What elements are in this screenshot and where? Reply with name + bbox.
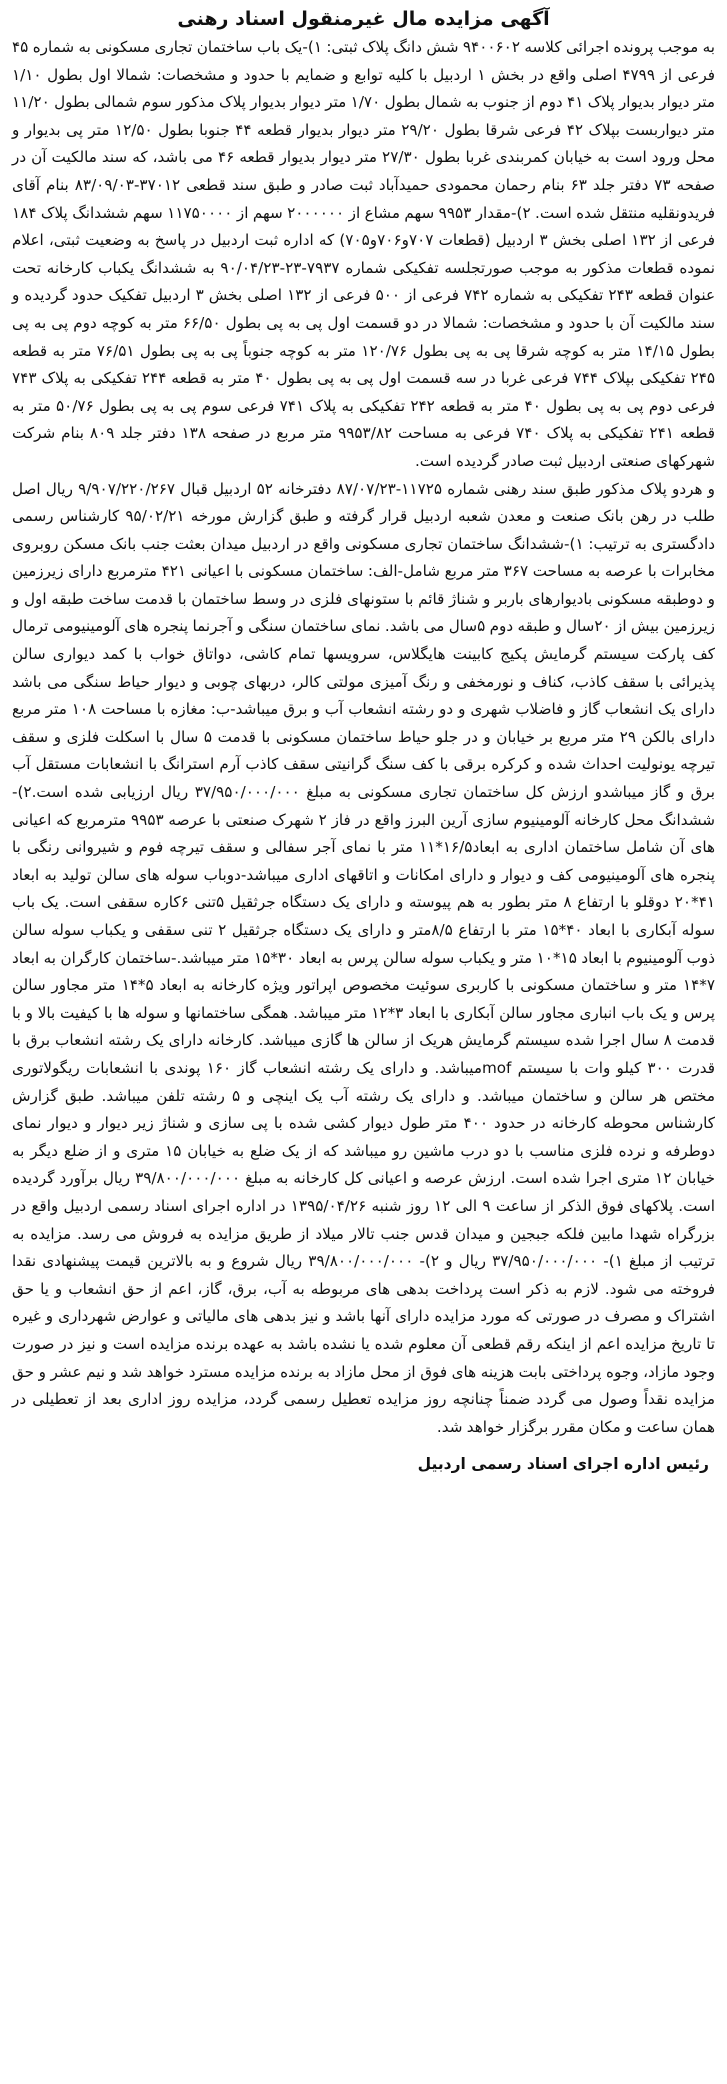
notice-title: آگهی مزایده مال غیرمنقول اسناد رهنی (177, 8, 550, 30)
notice-paragraph-properties: به موجب پرونده اجرائی کلاسه ۹۴۰۰۶۰۲ شش دانگ پلاک ثبتی: ۱)-یک باب ساختمان تجاری مسکونی به شماره ۴۵ فرعی از ۴۷۹۹ اصلی واقع در بخش ۱ اردبیل با کلیه توابع و ضمایم با حدود و مشخصات: شمالا اول بطول ۱/۱۰ متر دیوار بدیوار پلاک ۴۱ دوم از جنوب به شمال بطول ۱/۷۰ متر دیوار بدیوار پلاک مذکور سوم شمالی بطول ۱۱/۲۰ متر دیواربست بپلاک ۴۲ فرعی شرقا بطول ۲۹/۲۰ متر دیوار بدیوار قطعه ۴۴ جنوبا بطول ۱۲/۵۰ متر پی بدیوار و محل ورود است به خیابان کمربندی غربا بطول ۲۷/۳۰ متر دیوار بدیوار قطعه ۴۶ می باشد، که سند مالکیت آن در صفحه ۷۳ دفتر جلد ۶۳ بنام رحمان محمودی حمیدآباد ثبت صادر و طبق سند قطعی ۳۷۰۱۲-۸۳/۰۹/۰۳ بنام آقای فریدونقلیه منتقل شده است. ۲)-مقدار ۹۹۵۳ سهم مشاع از ۲۰۰۰۰۰۰ سهم از ۱۱۷۵۰۰۰۰ سهم ششدانگ پلاک ۱۸۴ فرعی از ۱۳۲ اصلی بخش ۳ اردبیل (قطعات ۷۰۷و۷۰۶و۷۰۵) که اداره ثبت اردبیل در پاسخ به وضعیت ثبتی، اعلام نموده قطعات مذکور به موجب صورتجلسه تفکیکی شماره ۷۹۳۷-۲۳-۹۰/۰۴/۲۳ به ششدانگ یکباب کارخانه تحت عنوان قطعه ۲۴۳ تفکیکی به شماره ۷۴۲ فرعی از ۵۰۰ فرعی از ۱۳۲ اصلی بخش ۳ اردبیل تفکیک حدود گردیده و سند مالکیت آن با حدود و مشخصات: شمالا در دو قسمت اول پی به پی بطول ۶۶/۵۰ متر به کوچه دوم پی به پی بطول ۱۴/۱۵ متر به کوچه شرقا پی به پی بطول ۱۲۰/۷۶ متر به کوچه جنوباً پی به پی بطول ۷۶/۵۱ متر به قطعه ۲۴۵ تفکیکی بپلاک ۷۴۴ فرعی غربا در سه قسمت اول پی به پی بطول ۴۰ متر به قطعه ۲۴۴ تفکیکی به پلاک ۷۴۳ فرعی دوم پی به پی بطول ۴۰ متر به قطعه ۲۴۲ تفکیکی به پلاک ۷۴۱ فرعی سوم پی به پی بطول ۵۰/۷۶ متر به قطعه ۲۴۱ تفکیکی به پلاک ۷۴۰ فرعی به مساحت ۹۹۵۳/۸۲ متر مربع در صفحه ۱۳۸ دفتر جلد ۸۰۹ بنام شرکت شهرکهای صنعتی اردبیل ثبت صادر گردیده است. (12, 38, 716, 470)
notice-paragraph-mortgage-and-auction: و هردو پلاک مذکور طبق سند رهنی شماره ۱۱۷۲۵-۸۷/۰۷/۲۳ دفترخانه ۵۲ اردبیل قبال ۹/۹۰۷/۲۲۰/۲۶۷ ریال اصل طلب در رهن بانک صنعت و معدن شعبه اردبیل قرار گرفته و طبق گزارش مورخه ۹۵/۰۲/۲۱ کارشناس رسمی دادگستری به ترتیب: ۱)-ششدانگ ساختمان تجاری مسکونی واقع در اردبیل میدان بعثت جنب بانک مسکن روبروی مخابرات با عرصه به مساحت ۳۶۷ متر مربع شامل-الف: ساختمان مسکونی با اعیانی ۴۲۱ مترمربع دارای زیرزمین و دوطبقه مسکونی بادیوارهای باربر و شناژ قائم با ستونهای فلزی در وسط ساختمان با قدمت ساخت طبقه اول و زیرزمین بیش از ۲۰سال و طبقه دوم ۵سال می باشد. نمای ساختمان سنگی و آجرنما پنجره های آلومینیومی ترمال کف پارکت سیستم گرمایش پکیج کابینت هایگلاس، سرویسها تمام کاشی، دواتاق خواب با کمد دیواری سالن پذیرائی با سقف کاذب، کناف و نورمخفی و رنگ آمیزی مولتی کالر، دربهای چوبی و دیوار حیاط سنگی می باشد دارای یک انشعاب گاز و فاضلاب شهری و دو رشته انشعاب آب و برق میباشد-ب: مغازه با مساحت ۱۰۸ متر مربع دارای بالکن ۲۹ متر مربع بر خیابان و در جلو حیاط ساختمان مسکونی با قدمت ۵ سال با اسکلت فلزی و سقف تیرچه یونولیت احداث شده و کرکره برقی با کف سنگ گرانیتی سقف کاذب آرم استرانگ با انشعابات مستقل آب برق و گاز میباشدو ارزش کل ساختمان تجاری مسکونی به مبلغ ۳۷/۹۵۰/۰۰۰/۰۰۰ ریال ارزیابی شده است.۲)-ششدانگ محل کارخانه آلومینیوم سازی آرین البرز واقع در فاز ۲ شهرک صنعتی با عرصه ۹۹۵۳ مترمربع که اعیانی های آن شامل ساختمان اداری به ابعاد۱۶/۵*۱۱ متر با نمای آجر سفالی و سقف تیرچه فوم و شیروانی رنگی با پنجره های آلومینیومی کف و دیوار و دارای امکانات و اتاقهای اداری میباشد-دوباب سوله های سالن تولید به ابعاد ۴۱*۲۰ دوقلو با ارتفاع ۸ متر بطور به هم پیوسته و دارای یک دستگاه جرثقیل ۵تنی ۶کاره سقفی است. یک باب سوله آبکاری با ابعاد ۴۰*۱۵ متر با ارتفاع ۸/۵متر و دارای یک دستگاه جرثقیل ۲ تنی سقفی و یکباب سوله سالن ذوب آلومینیوم با ابعاد ۱۵*۱۰ متر و یکباب سوله سالن پرس به ابعاد ۳۰*۱۵ متر میباشد.-ساختمان کارگران به ابعاد ۷*۱۴ متر و ساختمان مسکونی با کاربری سوئیت مخصوص اپراتور ویژه کارخانه به ابعاد ۵*۱۴ متر مجاور سالن پرس و یک باب انباری مجاور سالن آبکاری با ابعاد ۳*۱۲ متر میباشد. همگی ساختمانها و سوله ها با کیفیت بالا و با قدمت ۸ سال اجرا شده سیستم گرمایش هریک از سالن ها گازی میباشد. کارخانه دارای یک رشته انشعاب برق با قدرت ۳۰۰ کیلو وات با سیستم mofمیباشد. و دارای یک رشته انشعاب گاز ۱۶۰ پوندی با انشعابات ریگولاتوری مختص هر سالن و ساختمان میباشد. و دارای یک رشته آب یک اینچی و ۵ رشته تلفن میباشد. طبق گزارش کارشناس محوطه کارخانه در حدود ۴۰۰ متر طول دیوار کشی شده با پی سازی و شناژ زیر دیوار و دیوار نمای دوطرفه و نرده فلزی مناسب با دو درب ماشین رو میباشد که از یک ضلع به خیابان ۱۵ متری و از ضلع دیگر به خیابان ۱۲ متری اجرا شده است. ارزش عرصه و اعیانی کل کارخانه به مبلغ ۳۹/۸۰۰/۰۰۰/۰۰۰ ریال برآورد گردیده است. پلاکهای فوق الذکر از ساعت ۹ الی ۱۲ روز شنبه ۱۳۹۵/۰۴/۲۶ در اداره اجرای اسناد رسمی اردبیل واقع در بزرگراه شهدا مابین فلکه جبجین و میدان قدس جنب تالار میلاد از طریق مزایده به فروش می رسد. مزایده به ترتیب از مبلغ ۱)- ۳۷/۹۵۰/۰۰۰/۰۰۰ ریال و ۲)- ۳۹/۸۰۰/۰۰۰/۰۰۰ ریال شروع و به بالاترین قیمت پیشنهادی نقدا فروخته می شود. لازم به ذکر است پرداخت بدهی های مربوطه به آب، برق، گاز، اعم از حق انشعاب و یا حق اشتراک و مصرف در صورتی که مورد مزایده دارای آنها باشد و نیز بدهی های مالیاتی و عوارض شهرداری و غیره تا تاریخ مزایده اعم از اینکه رقم قطعی آن معلوم شده یا نشده باشد به عهده برنده مزایده است و نیز در صورت وجود مازاد، وجوه پرداختی بابت هزینه های فوق از محل مازاد به برنده مزایده مسترد خواهد شد و نیم عشر و حق مزایده نقداً وصول می گردد ضمناً چنانچه روز مزایده تعطیل رسمی گردد، مزایده روز اداری بعد از تعطیلی در همان ساعت و مکان مقرر برگزار خواهد شد. (12, 479, 716, 1436)
notice-body (12, 34, 715, 1441)
notice-signature: رئیس اداره اجرای اسناد رسمی اردبیل (417, 1455, 709, 1474)
